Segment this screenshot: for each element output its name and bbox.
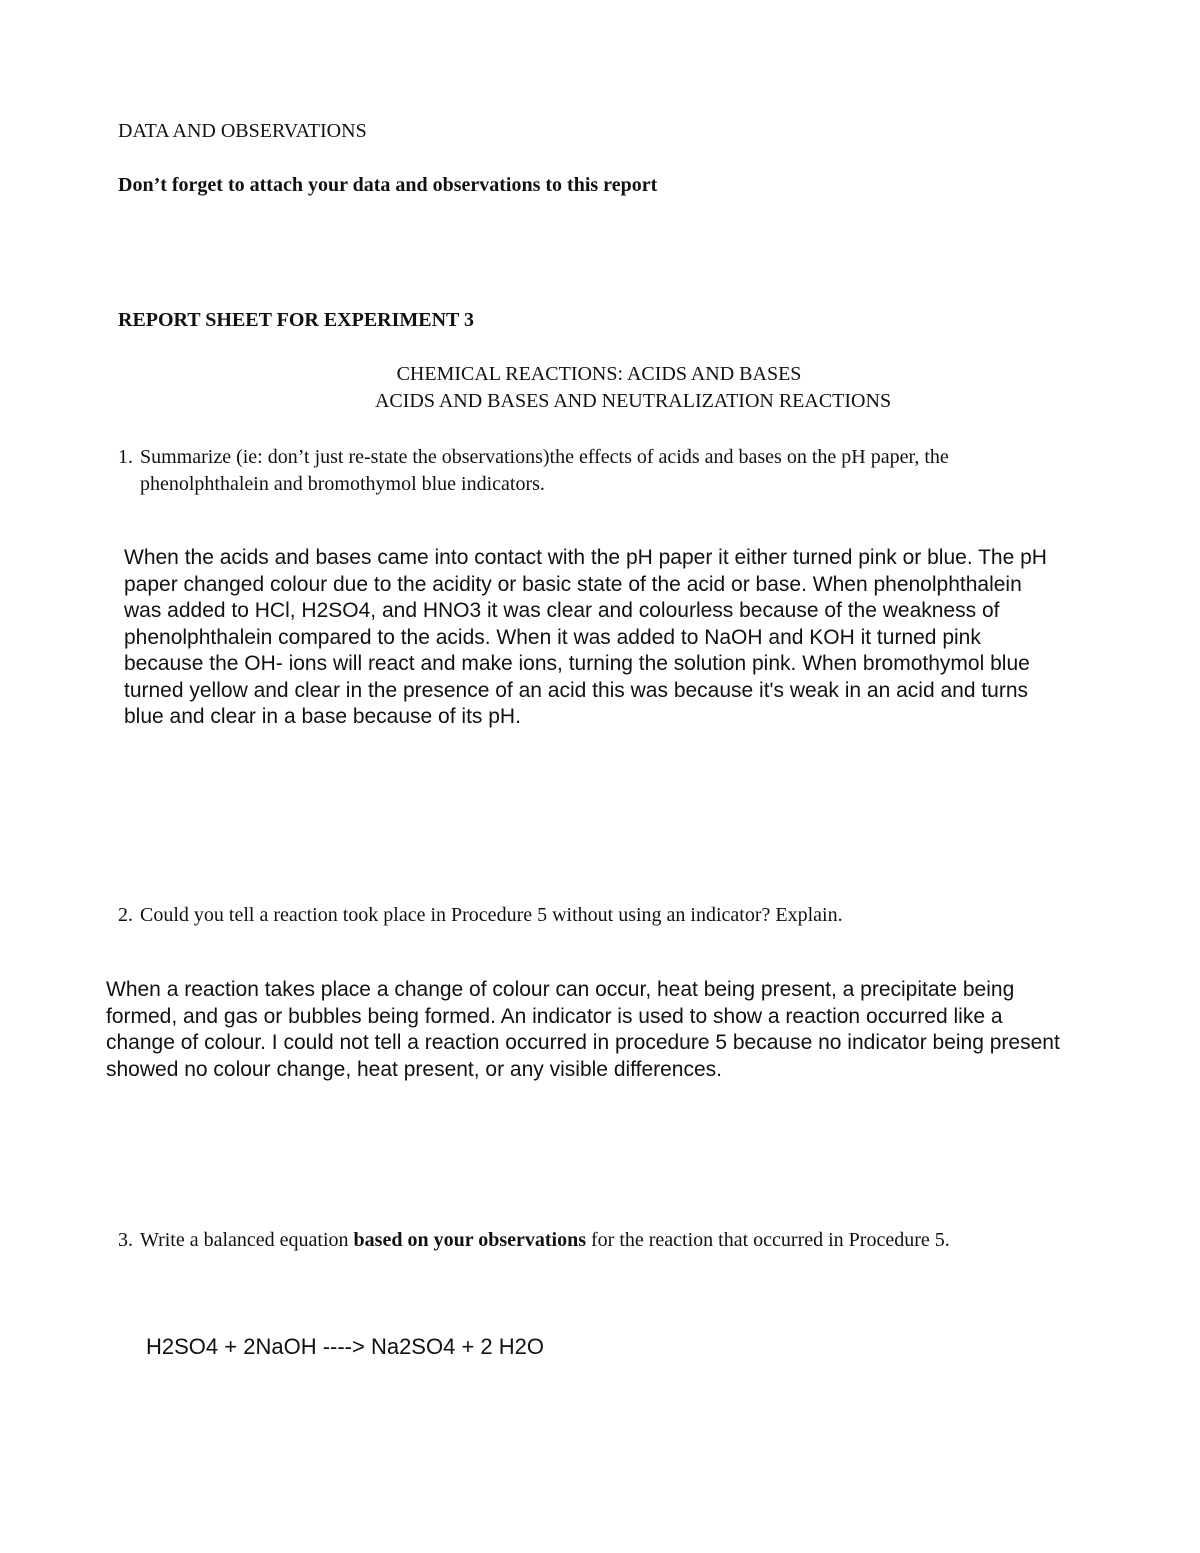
question-3: [118, 1227, 1018, 1254]
report-title: REPORT SHEET FOR EXPERIMENT 3: [118, 309, 475, 331]
subtitle-line-1: [0, 361, 1200, 388]
question-2-number: 2.: [118, 904, 133, 926]
answer-1: When the acids and bases came into contact with the pH paper it either turned pink or blue. The pH paper changed colour due to the acidity or basic state of the acid or base. When phenolphthalein was added to HCl, H2SO4, and HNO3 it was clear and colourless because of the weakness of phenolphthalein compared to the acids. When it was added to NaOH and KOH it turned pink because the OH- ions will react and make ions, turning the solution pink. When bromothymol blue turned yellow and clear in the presence of an acid this was because it's weak in an acid and turns blue and clear in a base because of its pH.: [124, 546, 1047, 728]
question-2-text: Could you tell a reaction took place in Procedure 5 without using an indicator? Explain.: [140, 904, 843, 926]
question-3-text-emphasis: based on your observations: [353, 1229, 586, 1251]
question-3-text-start: Write a balanced equation: [140, 1229, 354, 1251]
subtitle-line-2: [0, 388, 1200, 415]
question-1: [118, 444, 1078, 498]
subtitle-line-1-text: CHEMICAL REACTIONS: ACIDS AND BASES: [396, 363, 802, 385]
question-1-text: Summarize (ie: don’t just re-state the observations)the effects of acids and bases on the pH paper, the phenolphthalein and bromothymol blue indicators.: [140, 446, 949, 495]
question-2: [118, 902, 1078, 929]
answer-3-equation: H2SO4 + 2NaOH ----> Na2SO4 + 2 H2O: [146, 1334, 544, 1359]
answer-2: When a reaction takes place a change of colour can occur, heat being present, a precipitate being formed, and gas or bubbles being formed. An indicator is used to show a reaction occurred like a change of colour. I could not tell a reaction occurred in procedure 5 because no indicator being present showed no colour change, heat present, or any visible differences.: [106, 978, 1060, 1081]
question-3-text: [118, 1227, 1018, 1254]
subtitle-line-2-text: ACIDS AND BASES AND NEUTRALIZATION REACTIONS: [374, 390, 892, 412]
data-observations-heading: DATA AND OBSERVATIONS: [118, 120, 367, 142]
question-1-number: 1.: [118, 446, 133, 468]
question-3-number: 3.: [118, 1229, 133, 1251]
question-3-text-end: for the reaction that occurred in Procedure 5.: [586, 1229, 950, 1251]
attach-reminder: Don’t forget to attach your data and observations to this report: [118, 174, 658, 196]
